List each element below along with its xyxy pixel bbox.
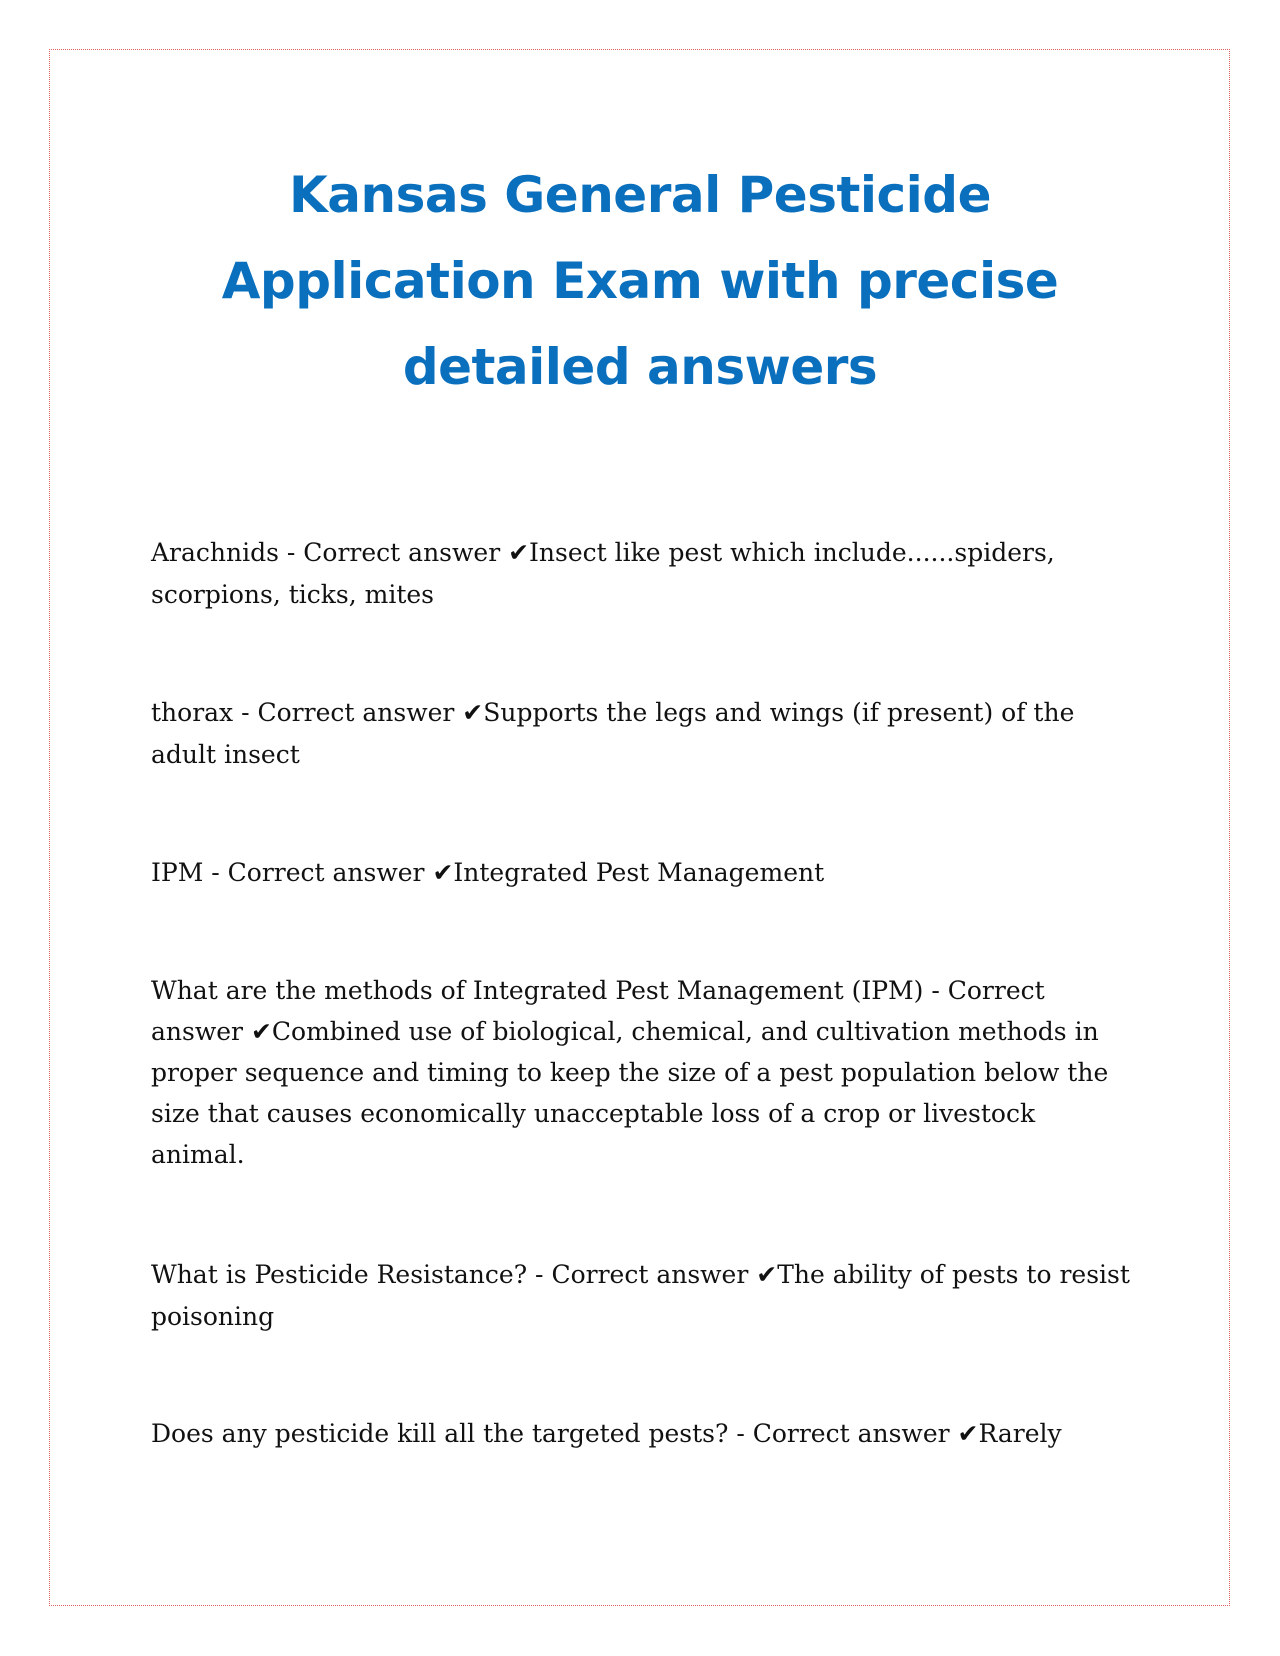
answer-text: Integrated Pest Management xyxy=(453,858,825,887)
question-text: thorax xyxy=(151,698,234,727)
question-text: What is Pesticide Resistance? xyxy=(151,1260,528,1289)
answer-text: The ability of pests to resist poisoning xyxy=(151,1260,1130,1331)
qa-item xyxy=(151,970,1131,1175)
answer-separator: - Correct answer xyxy=(527,1260,757,1289)
answer-text: Insect like pest which include......spiders, scorpions, ticks, mites xyxy=(151,538,1055,609)
qa-item xyxy=(151,1254,1131,1338)
qa-item xyxy=(151,532,1131,616)
answer-text: Supports the legs and wings (if present) of the adult insect xyxy=(151,698,1075,769)
question-text: IPM xyxy=(151,858,204,887)
answer-separator: - Correct answer xyxy=(278,538,509,567)
check-mark-icon: ✔ xyxy=(957,1419,979,1448)
document-title: Kansas General Pesticide Application Exam with precise detailed answers xyxy=(221,166,1059,396)
check-mark-icon: ✔ xyxy=(756,1260,778,1289)
question-text: Does any pesticide kill all the targeted pests? xyxy=(151,1419,729,1448)
check-mark-icon: ✔ xyxy=(432,858,454,887)
answer-separator: - Correct answer xyxy=(233,698,463,727)
check-mark-icon: ✔ xyxy=(508,538,530,567)
check-mark-icon: ✔ xyxy=(250,1017,272,1046)
answer-text: Combined use of biological, chemical, and cultivation methods in proper sequence and timing to keep the size of a pest population below the size that causes economically unacceptable loss of a crop or livestock animal. xyxy=(151,1017,1109,1169)
answer-text: Rarely xyxy=(978,1419,1062,1448)
check-mark-icon: ✔ xyxy=(462,698,484,727)
answer-separator: - Correct answer xyxy=(203,858,433,887)
question-text: What are the methods of Integrated Pest Management (IPM) xyxy=(151,976,924,1005)
answer-separator: - Correct answer xyxy=(151,976,1045,1046)
qa-item xyxy=(151,1413,1131,1455)
qa-item xyxy=(151,692,1131,776)
answer-separator: - Correct answer xyxy=(728,1419,958,1448)
question-text: Arachnids xyxy=(151,538,279,567)
qa-item xyxy=(151,852,1131,894)
